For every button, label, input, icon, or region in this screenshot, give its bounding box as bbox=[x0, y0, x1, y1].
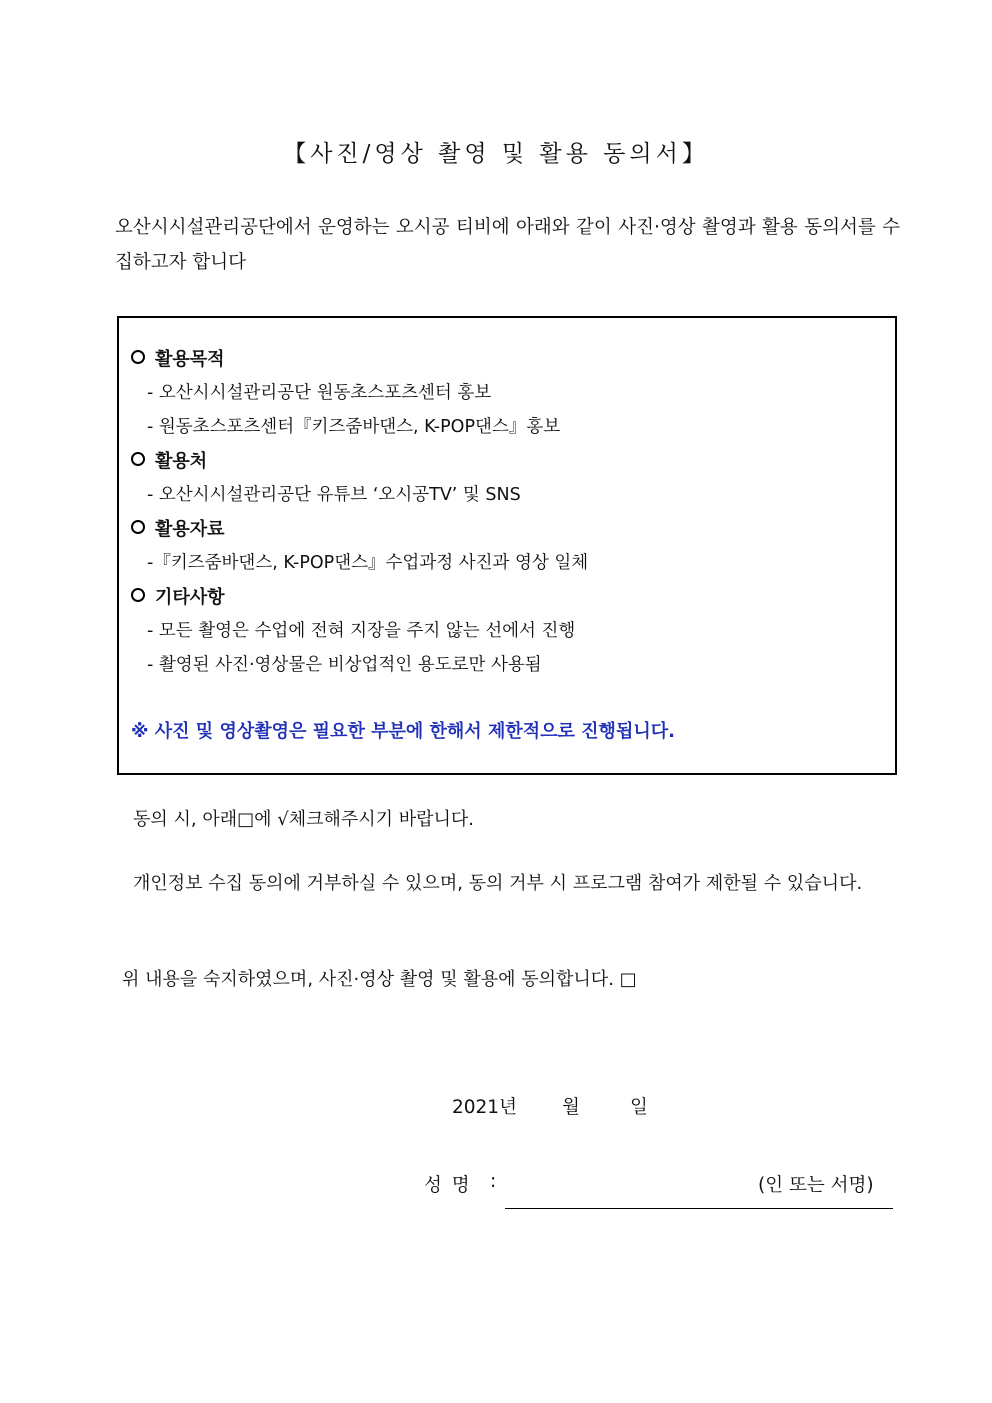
section-heading: 기타사항 bbox=[155, 587, 225, 608]
section-heading: 활용처 bbox=[155, 451, 208, 472]
date-day: 일 bbox=[630, 1097, 648, 1118]
consent-statement[interactable]: 위 내용을 숙지하였으며, 사진·영상 촬영 및 활용에 동의합니다. □ bbox=[122, 969, 637, 990]
section-purpose bbox=[131, 345, 225, 371]
section-materials bbox=[131, 515, 225, 541]
section-heading: 활용목적 bbox=[155, 349, 225, 370]
privacy-notice: 개인정보 수집 동의에 거부하실 수 있으며, 동의 거부 시 프로그램 참여가 제한될 수 있습니다. bbox=[133, 873, 863, 894]
list-item: - 촬영된 사진·영상물은 비상업적인 용도로만 사용됨 bbox=[147, 655, 542, 675]
circle-bullet-icon bbox=[131, 588, 145, 602]
circle-bullet-icon bbox=[131, 520, 145, 534]
section-heading: 활용자료 bbox=[155, 519, 225, 540]
list-item: - 오산시시설관리공단 유튜브 ‘오시공TV’ 및 SNS bbox=[147, 485, 521, 505]
signature-colon: : bbox=[490, 1171, 497, 1192]
section-other bbox=[131, 583, 225, 609]
section-usage-channel bbox=[131, 447, 207, 473]
intro-paragraph: 오산시시설관리공단에서 운영하는 오시공 티비에 아래와 같이 사진·영상 촬영과 활용 동의서를 수집하고자 합니다 bbox=[115, 217, 900, 273]
signature-label: 성 명 bbox=[424, 1175, 472, 1196]
circle-bullet-icon bbox=[131, 350, 145, 364]
list-item: - 모든 촬영은 수업에 전혀 지장을 주지 않는 선에서 진행 bbox=[147, 621, 576, 641]
list-item: -『키즈줌바댄스, K-POP댄스』수업과정 사진과 영상 일체 bbox=[147, 553, 589, 573]
signature-line[interactable] bbox=[505, 1208, 893, 1209]
list-item: - 원동초스포츠센터『키즈줌바댄스, K-POP댄스』홍보 bbox=[147, 417, 561, 437]
signature-note: (인 또는 서명) bbox=[758, 1175, 874, 1196]
info-box bbox=[117, 316, 897, 775]
date-year: 2021년 bbox=[452, 1097, 517, 1118]
notice-text: ※ 사진 및 영상촬영은 필요한 부분에 한해서 제한적으로 진행됩니다. bbox=[131, 721, 675, 742]
circle-bullet-icon bbox=[131, 452, 145, 466]
document-title: 【사진/영상 촬영 및 활용 동의서】 bbox=[283, 141, 709, 167]
check-instruction: 동의 시, 아래□에 √체크해주시기 바랍니다. bbox=[133, 809, 475, 830]
date-month: 월 bbox=[562, 1097, 580, 1118]
list-item: - 오산시시설관리공단 원동초스포츠센터 홍보 bbox=[147, 383, 492, 403]
